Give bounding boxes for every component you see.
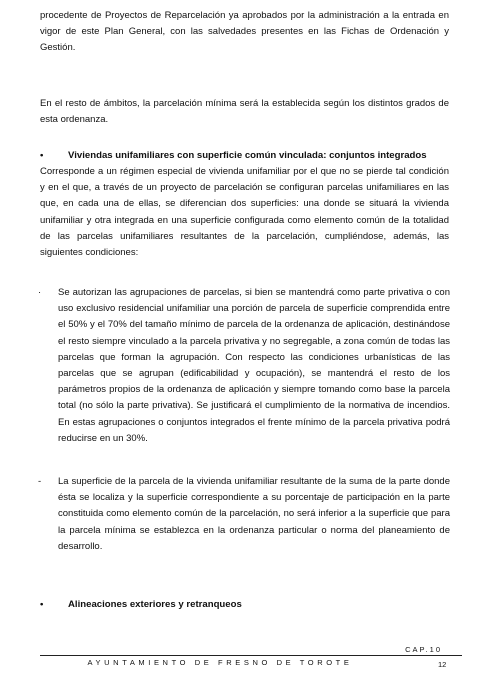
condition-text-1: Se autorizan las agrupaciones de parcelas, si bien se mantendrá como parte privativa o con uso exclusivo residencial unifamiliar una porción de parcela de superficie comprendida entre el 50% y el 70% del tamaño mínimo de parcela de la ordenanza de aplicación, destinándose el resto siempre vinculado a la parcela privativa y no segregable, a zona común de todas las parcelas que forman la agrupación. Con respecto las condiciones urbanísticas de las parcelas que se agrupan (edificabilidad y ocupación), se mantendrá el resto de los parámetros propios de la ordenanza de aplicación y siempre tomando como base la parcela total (no sólo la parte privativa). Se justificará el cumplimiento de la normativa de incendios. En estas agrupaciones o conjuntos integrados el frente mínimo de la parcela privativa podrá reducirse en un 30%. [58,287,450,444]
list-mark: - [38,476,42,487]
bullet-heading-vinculada [40,150,460,161]
bullet-icon: • [40,150,44,161]
page-number: 12 [438,660,447,669]
vinculada-body-paragraph: Corresponde a un régimen especial de vivienda unifamiliar por el que no se pierde tal condición y en el que, a través de un proyecto de parcelación se configuran parcelas unifamiliares en las que, en cada una de ellas, se diferencian dos superficies: una donde se situará la vivienda unifamiliar y otra integrada en una superficie configurada como elemento común de la totalidad de las parcelas unifamiliares resultantes de la parcelación, cumpliéndose, además, las siguientes condiciones: [40,166,449,259]
chapter-label: CAP.10 [405,645,442,654]
footer-divider [40,655,462,656]
condition-item-1 [38,285,450,447]
intro-paragraph: procedente de Proyectos de Reparcelación ya aprobados por la administración a la entrada en vigor de este Plan General, con las salvedades presentes en las Fichas de Ordenación y Gestión. [40,10,449,54]
rest-paragraph: En el resto de ámbitos, la parcelación mínima será la establecida según los distintos grados de esta ordenanza. [40,98,449,126]
bullet-icon: • [40,599,44,610]
bullet-heading-alineaciones [40,599,460,610]
footer-organization: AYUNTAMIENTO DE FRESNO DE TOROTE [87,658,353,667]
bullet-heading-text: Alineaciones exteriores y retranqueos [68,599,242,610]
condition-text-2: La superficie de la parcela de la vivienda unifamiliar resultante de la suma de la parte donde ésta se localiza y la superficie correspondiente a su porcentaje de participación en la parte constituida como elemento común de la parcelación, no será inferior a la superficie que para la parcela mínima se establezca en la ordenanza particular o norma del planeamiento de desarrollo. [58,476,450,552]
condition-item-2 [38,474,450,555]
bullet-heading-text: Viviendas unifamiliares con superficie común vinculada: conjuntos integrados [68,150,427,161]
list-mark: · [38,287,42,298]
